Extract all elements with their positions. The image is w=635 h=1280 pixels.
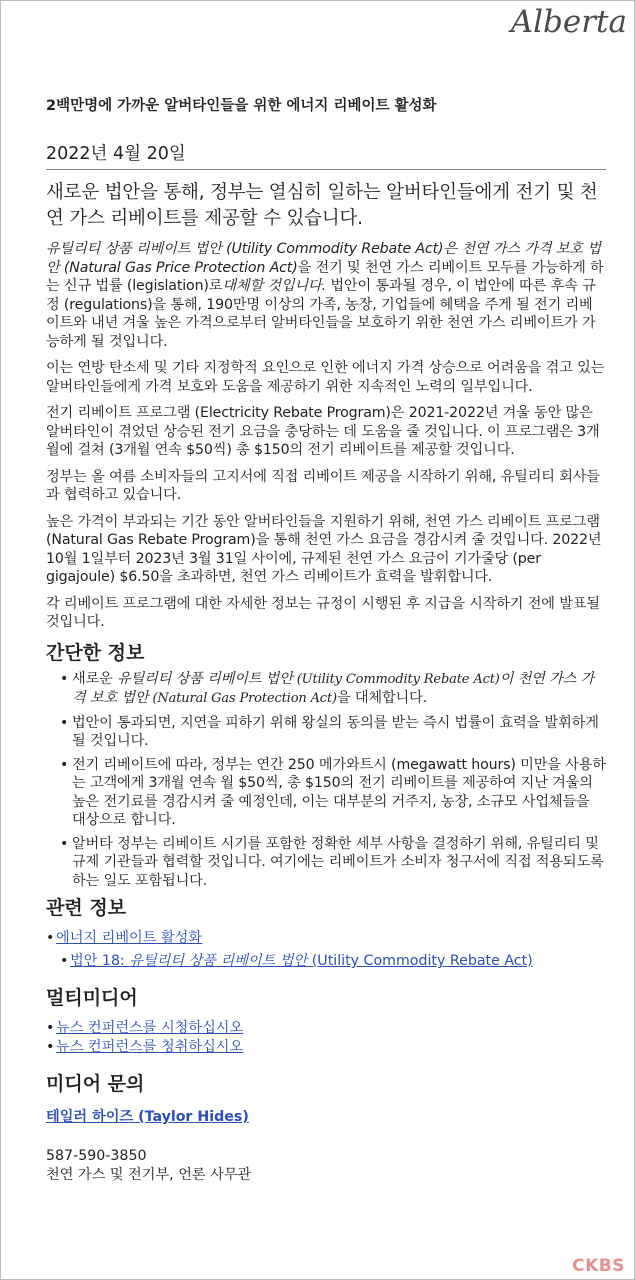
act-name-1-connector: 은 천연 가스 가격 보호 법안 — [46, 241, 601, 276]
watch-conference-link[interactable]: 뉴스 컨퍼런스를 시청하십시오 — [56, 1020, 244, 1036]
list-item — [46, 1038, 606, 1057]
list-item — [60, 952, 606, 971]
news-release — [46, 96, 606, 1185]
list-item — [46, 929, 606, 948]
multimedia-heading: 멀티미디어 — [46, 987, 138, 1009]
bill-18-label: 법안 18: — [70, 953, 130, 969]
paragraph-5: 높은 가격이 부과되는 기간 동안 알버타인들을 지원하기 위해, 천연 가스 리베이트 프로그램 (Natural Gas Rebate Program)을 통해 천연 가스 요금을 경감시켜 줄 것입니다. 2022년 10월 1일부터 2023년 3월 31일 사이에, 규제된 천연 가스 요금이 기가줄당 (per gigajoule) $6.50을 초과하면, 천연 가스 리베이트가 효력을 발휘합니다. — [46, 513, 602, 585]
list-item: • 알버타 정부는 리베이트 시기를 포함한 정확한 세부 사항을 결정하기 위해, 유틸리티 및 규제 기관들과 협력할 것입니다. 여기에는 리베이트가 소비자 청구서에 직접 적용되도록 하는 일도 포함됩니다. — [60, 835, 606, 891]
list-item — [60, 670, 606, 709]
bill-18-act: 유틸리티 상품 리베이트 법안 — [129, 953, 308, 969]
paragraph-4: 정부는 올 여름 소비자들의 고지서에 직접 리베이트 제공을 시작하기 위해, 유틸리티 회사들과 협력하고 있습니다. — [46, 468, 600, 503]
quick-facts-list — [60, 670, 606, 891]
quick-facts-heading: 간단한 정보 — [46, 641, 145, 664]
act-name-2-en: (Natural Gas Price Protection Act) — [59, 259, 298, 276]
paragraph-3: 전기 리베이트 프로그램 (Electricity Rebate Program)은 2021-2022년 겨울 동안 많은 알버타인이 겪었던 상승된 전기 요금을 충당하는 데 도움을 줄 것입니다. 이 프로그램은 3개월에 걸쳐 (3개월 연속 $50씩) 총 $150의 전기 리베이트를 제공할 것입니다. — [46, 405, 600, 458]
fact-1-text: 새로운 — [72, 670, 118, 687]
contact-phone: 587-590-3850 — [46, 1148, 147, 1164]
paragraph-1-text: 을 전기 및 천연 가스 리베이트 모두를 가능하게 하는 신규 법률 (legislation)로 — [46, 259, 604, 294]
multimedia-links — [46, 1019, 606, 1057]
headline: 2백만명에 가까운 알버타인들을 위한 에너지 리베이트 활성화 — [46, 98, 437, 114]
energy-rebate-link[interactable]: 에너지 리베이트 활성화 — [56, 930, 203, 946]
fact-1-act-2-en: (Natural Gas Protection Act) — [148, 691, 337, 706]
lead-paragraph: 새로운 법안을 통해, 정부는 열심히 일하는 알버타인들에게 전기 및 천연 가스 리베이트를 제공할 수 있습니다. — [46, 182, 598, 229]
media-inquiries-heading: 미디어 문의 — [46, 1073, 145, 1095]
act-name-1-en: (Utility Commodity Rebate Act) — [221, 241, 444, 257]
alberta-logo: Alberta — [510, 4, 627, 40]
related-links — [46, 929, 606, 971]
contact-info — [46, 1147, 606, 1185]
fact-1-act-en: (Utility Commodity Rebate Act) — [292, 671, 500, 687]
paragraph-1-rest: 법안이 통과될 경우, 이 법안에 따른 후속 규정 (regulations)을 통해, 190만명 이상의 가족, 농장, 기업들에 혜택을 주게 될 전기 리베이트와 내년 겨울 높은 가격으로부터 알버타인들을 보호하기 위한 천연 가스 리베이트가 가능하게 될 것입니다. — [46, 278, 596, 350]
list-item: • 법안이 통과되면, 지연을 피하기 위해 왕실의 동의를 받는 즉시 법률이 효력을 발휘하게 될 것입니다. — [60, 714, 606, 751]
listen-conference-link[interactable]: 뉴스 컨퍼런스를 청취하십시오 — [56, 1039, 244, 1055]
paragraph-1 — [46, 240, 606, 351]
fact-1-act-2: 이 천연 가스 가격 보호 법안 — [72, 670, 595, 706]
fact-1-act: 유틸리티 상품 리베이트 법안 — [117, 670, 293, 687]
related-info-heading: 관련 정보 — [46, 897, 127, 919]
bill-18-link[interactable] — [70, 953, 533, 969]
paragraph-6: 각 리베이트 프로그램에 대한 자세한 정보는 규정이 시행된 후 지급을 시작하기 전에 발표될 것입니다. — [46, 595, 600, 630]
list-item: • 전기 리베이트에 따라, 정부는 연간 250 메가와트시 (megawatt hours) 미만을 사용하는 고객에게 3개월 연속 월 $50씩, 총 $150의 전기 리베이트를 제공하여 지난 겨울의 높은 전기료를 경감시켜 줄 예정인데, 이는 대부분의 거주지, 농장, 소규모 사업체들을 대상으로 합니다. — [60, 756, 606, 830]
contact-department: 천연 가스 및 전기부, 언론 사무관 — [46, 1167, 252, 1183]
release-date: 2022년 4월 20일 — [46, 142, 606, 170]
list-item — [46, 1019, 606, 1038]
bill-18-act-en: (Utility Commodity Rebate Act) — [307, 953, 533, 969]
watermark: CKBS — [572, 1256, 625, 1276]
paragraph-1-italic: 대체할 것입니다. — [222, 278, 326, 294]
paragraph-2: 이는 연방 탄소세 및 기타 지정학적 요인으로 인한 에너지 가격 상승으로 어려움을 겪고 있는 알버타인들에게 가격 보호와 도움을 제공하기 위한 지속적인 노력의 일부입니다. — [46, 360, 605, 395]
act-name-1: 유틸리티 상품 리베이트 법안 — [46, 241, 222, 257]
fact-1-end: 을 대체합니다. — [336, 690, 427, 706]
contact-name-link[interactable]: 테일러 하이즈 (Taylor Hides) — [46, 1109, 249, 1125]
